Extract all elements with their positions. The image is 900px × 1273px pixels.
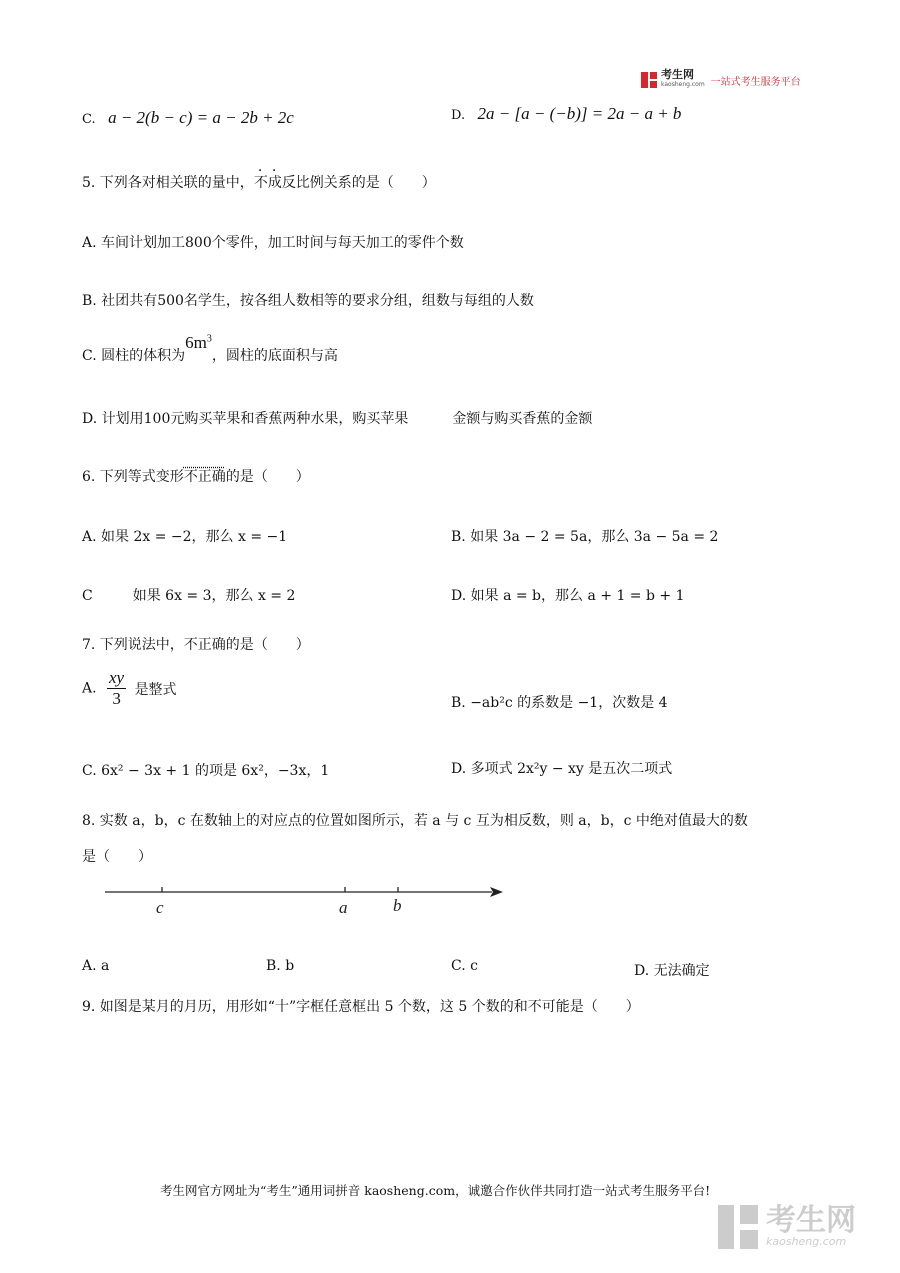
q8-stem-line2: 是（ ） [82, 849, 152, 865]
header-slogan: 一站式考生服务平台 [710, 76, 801, 88]
q7-a-fraction: $\frac{xy}{3}$ [109, 668, 125, 708]
q5-option-b: B. 社团共有500名学生，按各组人数相等的要求分组，组数与每组的人数 [82, 293, 534, 309]
kaosheng-logo-icon [640, 71, 658, 89]
q7-option-d: D. 多项式 2x²y − xy 是五次二项式 [451, 761, 673, 777]
watermark-domain: kaosheng.com [766, 1235, 847, 1248]
watermark-logo-icon [716, 1203, 760, 1251]
q4-c-expression: a − 2(b − c) = a − 2b + 2c [108, 108, 294, 127]
emphasis-dot-1: 不 [253, 175, 268, 191]
q4-d-expression: 2a − [a − (−b)] = 2a − a + b [477, 104, 682, 123]
q5-option-d: D. 计划用100元购买苹果和香蕉两种水果，购买苹果 金额与购买香蕉的金额 [82, 411, 593, 427]
q9-stem: 9. 如图是某月的月历，用形如“十”字框任意框出 5 个数，这 5 个数的和不可能是（ ） [82, 999, 640, 1015]
q7-option-b: B. −ab²c 的系数是 −1，次数是 4 [451, 695, 668, 711]
footer-text: 考生网官方网址为“考生”通用词拼音 kaosheng.com，诚邀合作伙伴共同打造一站式考生服务平台! [160, 1183, 711, 1198]
q5-option-c: C. 圆柱的体积为$6m^3$，圆柱的底面积与高 [82, 333, 338, 364]
q7-option-a: A. $\frac{xy}{3}$ 是整式 [82, 668, 177, 708]
q7-stem: 7. 下列说法中，不正确的是（ ） [82, 637, 310, 653]
watermark [716, 1203, 856, 1251]
q6-option-b: B. 如果 3a − 2 = 5a，那么 3a − 5a = 2 [451, 529, 719, 545]
q7-option-c: C. 6x² − 3x + 1 的项是 6x²，−3x，1 [82, 763, 330, 779]
q4-option-d: D. 2a − [a − (−b)] = 2a − a + b [451, 104, 682, 123]
q6-option-c: C 如果 6x = 3，那么 x = 2 [82, 588, 296, 604]
q5-option-a: A. 车间计划加工800个零件，加工时间与每天加工的零件个数 [82, 235, 464, 251]
q6-option-d: D. 如果 a = b，那么 a + 1 = b + 1 [451, 588, 685, 604]
q5-c-volume: $6m^3$ [185, 333, 212, 352]
emphasis-dots: 不正确 [183, 469, 226, 485]
watermark-name: 考生网 [766, 1203, 856, 1238]
q5-stem: 5. 下列各对相关联的量中，不成反比例关系的是（ ） [82, 175, 436, 191]
logo-domain: kaosheng.com [661, 81, 705, 88]
axis-label-b: b [393, 896, 402, 915]
q6-option-a: A. 如果 2x = −2，那么 x = −1 [82, 529, 288, 545]
q8-option-c: C. c [451, 958, 478, 974]
q4-option-c: C. a − 2(b − c) = a − 2b + 2c [82, 108, 294, 127]
header-logo [640, 70, 801, 90]
emphasis-dot-2: 成 [267, 175, 282, 191]
number-line [100, 878, 510, 920]
q8-option-d: D. 无法确定 [634, 963, 710, 979]
q6-stem: 6. 下列等式变形不正确的是（ ） [82, 469, 310, 485]
q8-option-b: B. b [266, 958, 295, 974]
q8-option-a: A. a [82, 958, 110, 974]
axis-label-c: c [156, 898, 164, 917]
axis-label-a: a [339, 898, 348, 917]
q8-stem-line1: 8. 实数 a，b，c 在数轴上的对应点的位置如图所示，若 a 与 c 互为相反数，则 a，b，c 中绝对值最大的数 [82, 813, 748, 829]
logo-name: 考生网 [661, 68, 694, 81]
